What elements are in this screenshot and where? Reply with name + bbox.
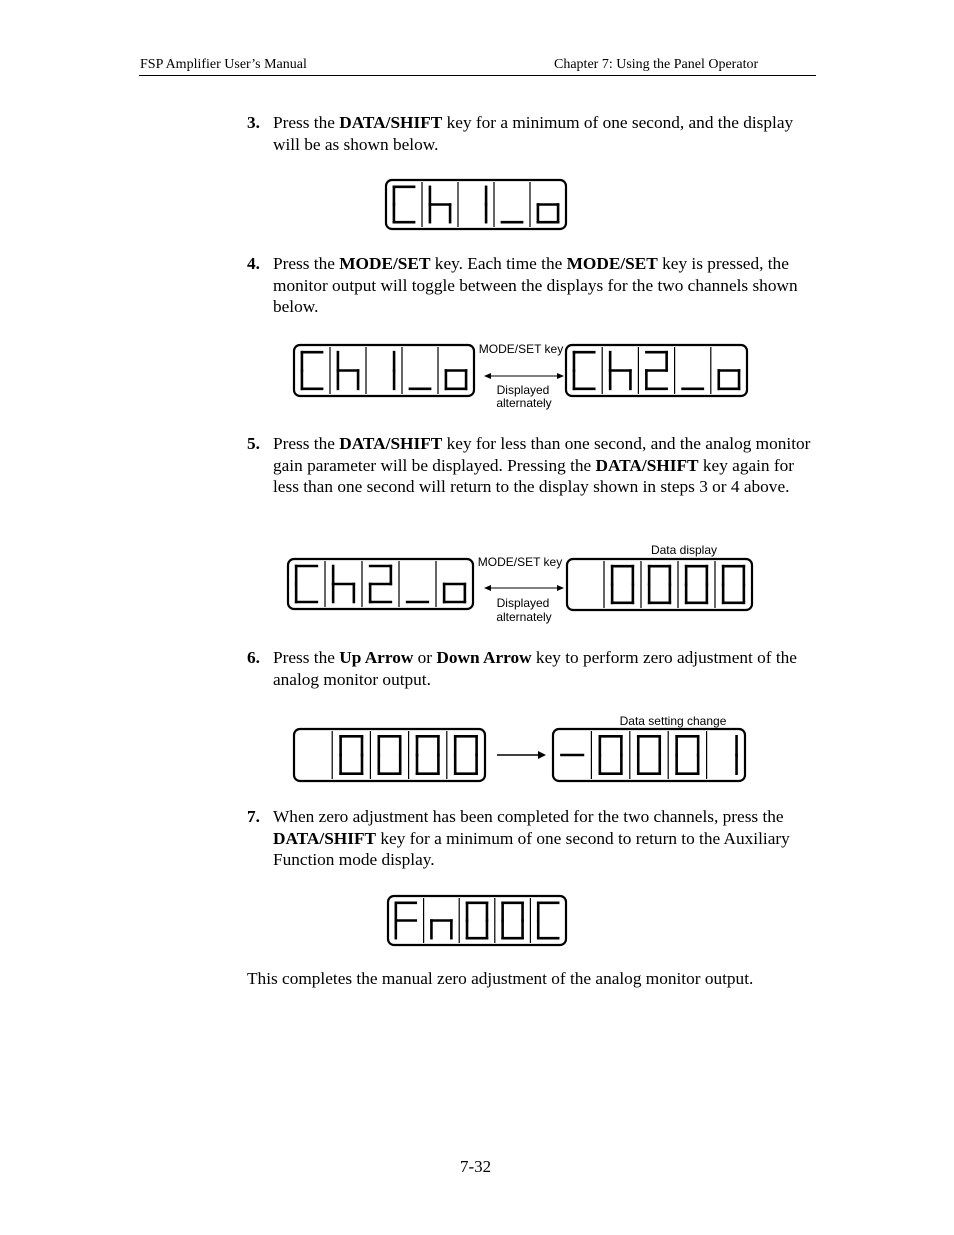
conclusion-text: This completes the manual zero adjustment of the analog monitor output. <box>247 969 754 988</box>
segment-digit <box>723 566 744 603</box>
key-name: DATA/SHIFT <box>595 455 699 475</box>
segment-digit <box>610 352 630 389</box>
alternately-label: alternately <box>496 610 552 624</box>
segment-digit <box>444 584 465 602</box>
key-name: MODE/SET <box>339 254 431 273</box>
data-setting-change-label: Data setting change <box>619 714 727 728</box>
step-text-run: or <box>413 648 437 667</box>
segment-digit <box>574 352 594 389</box>
segment-digit <box>302 352 322 389</box>
key-name: Up Arrow <box>339 648 414 667</box>
segment-digit <box>638 736 660 773</box>
segment-digit <box>394 187 414 222</box>
key-name: Down Arrow <box>436 648 532 667</box>
display-step5-left <box>288 559 473 609</box>
step-text-run: key is pressed, the monitor output will toggle between the displays for the two channels shown below. <box>273 254 798 316</box>
step-text-run: key to perform zero adjustment of the analog monitor output. <box>273 648 797 689</box>
segment-digit <box>379 736 400 773</box>
step-text-run: key for a minimum of one second, and the display will be as shown below. <box>273 113 794 154</box>
segment-digit <box>600 736 622 773</box>
display-step7 <box>388 896 566 945</box>
step-text-run: key again for less than one second will return to the display shown in steps 3 or 4 above. <box>273 455 795 496</box>
step-text-run: key for less than one second, and the analog monitor gain parameter will be displayed. Pressing the <box>273 434 811 475</box>
display-step6-after <box>553 729 745 781</box>
segment-digit <box>396 903 416 938</box>
segment-digit <box>503 903 523 938</box>
segment-digit <box>338 352 358 389</box>
display-step5-right <box>567 559 752 610</box>
header-chapter-title: Chapter 7: Using the Panel Operator <box>554 57 759 72</box>
segment-digit <box>467 903 487 938</box>
segment-digit <box>455 736 476 773</box>
data-display-label: Data display <box>650 543 718 557</box>
segment-digit <box>333 566 354 602</box>
segment-digit <box>431 921 451 939</box>
mode-set-key-label: MODE/SET key <box>477 555 563 569</box>
segment-digit <box>677 736 699 773</box>
step-text-run: key. Each time the <box>430 254 567 273</box>
display-step6-before <box>294 729 485 781</box>
double-arrow-icon <box>484 585 564 591</box>
segment-digit <box>538 903 558 938</box>
step-number: 7. <box>247 807 260 826</box>
step-text-run: key for a minimum of one second to return to the Auxiliary Function mode display. <box>273 828 790 869</box>
step-number: 4. <box>247 254 260 273</box>
page-number: 7-32 <box>460 1157 492 1176</box>
displayed-label: Displayed <box>496 383 550 397</box>
key-name: DATA/SHIFT <box>339 434 443 453</box>
key-name: DATA/SHIFT <box>339 113 443 132</box>
step-text-run: Press the <box>273 648 340 667</box>
displayed-label: Displayed <box>496 596 550 610</box>
step-text-run: Press the <box>273 113 340 132</box>
display-step4-left <box>294 345 474 396</box>
step-text-run: When zero adjustment has been completed for the two channels, press the <box>273 807 784 826</box>
segment-digit <box>370 566 391 602</box>
segment-digit <box>649 566 670 603</box>
step-number: 5. <box>247 434 260 453</box>
segment-digit <box>686 566 707 603</box>
right-arrow-icon <box>497 751 546 759</box>
step-text-run: Press the <box>273 434 340 453</box>
key-name: DATA/SHIFT <box>273 828 377 848</box>
display-step3 <box>386 180 566 229</box>
segment-digit <box>430 187 450 222</box>
header-manual-title: FSP Amplifier User’s Manual <box>140 57 307 72</box>
step-text-run: Press the <box>273 254 340 273</box>
segment-digit <box>417 736 438 773</box>
segment-digit <box>612 566 633 603</box>
alternately-label: alternately <box>496 396 552 410</box>
step-number: 3. <box>247 113 260 132</box>
double-arrow-icon <box>484 373 564 379</box>
mode-set-key-label: MODE/SET key <box>478 342 564 356</box>
segment-digit <box>296 566 317 602</box>
display-step4-right <box>566 345 747 396</box>
step-number: 6. <box>247 648 260 667</box>
segment-digit <box>646 352 666 389</box>
key-name: MODE/SET <box>566 254 658 273</box>
segment-digit <box>719 371 739 389</box>
segment-digit <box>538 205 558 223</box>
segment-digit <box>446 371 466 389</box>
segment-digit <box>341 736 362 773</box>
